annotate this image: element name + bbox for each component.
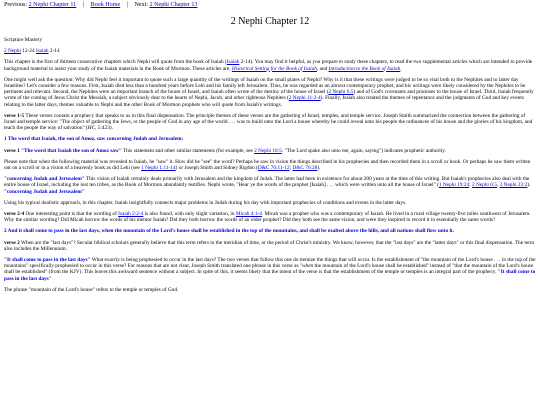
scripture-verse: 1 The word that Isaiah, the son of Amoz, saw concerning Judah and Jerusalem: xyxy=(4,136,184,143)
page-title: 2 Nephi Chapter 12 xyxy=(230,16,310,27)
commentary-paragraph: Please note that when the following material was revealed to Isaiah, he "saw" it. How did he "see" the word? Perhaps he saw in vision the things described in his prophecies and then recorded them in a scroll or book. Or perhaps he saw them written out on a scroll or in a vision of a heavenly book as did Lehi (see 1 Nephi 1:11-14) or Joseph Smith and Sidney Rigdon (D&C 76:11-12; D&C 76:28). xyxy=(4,158,531,172)
commentary-paragraph: Using his typical dualistic approach, in this chapter, Isaiah insightfully connects major problems in Judah during his day with important prophecies of conditions and events in the latter days. xyxy=(4,199,407,206)
commentary-paragraph: verse 2 When are the "last days"? Secular biblical scholars generally believe that this term refers to the meridian of time, or the period of Christ's ministry. We know, however, that the "last days" are the "latter days" or this final dispensation. The term also includes the Millennium. xyxy=(4,239,535,252)
commentary-paragraph: verse 1-5 These verses contain a prophecy that speaks to us in this final dispensation. The principle themes of these verses are the gathering of Israel, temples, and temple service. Joseph Smith summarized the connection between the gathering of Israel and temple service: "The object of gathering the Jews, or the people of God in any age of the world . . . was to build unto the Lord a house whereby he could reveal unto his people the ordinances of his house and the glories of his kingdom, and teach the people the way of salvation" (HC, 5:423). xyxy=(4,112,533,132)
chapter-navigation xyxy=(4,2,536,9)
nav-separator: | xyxy=(82,2,84,8)
scripture-link[interactable]: Isaiah 2:2-4 xyxy=(118,211,144,218)
scripture-link[interactable]: 2 Nephi 18:5 xyxy=(254,147,282,154)
scripture-link[interactable]: 2 Nephi 11:2-4 xyxy=(288,95,321,102)
next-chapter-link[interactable]: 2 Nephi Chapter 13 xyxy=(149,2,198,8)
ref-link-2-nephi[interactable]: 2 Nephi xyxy=(4,48,21,55)
verse-label: verse 2-4 xyxy=(4,211,25,218)
scripture-mastery-heading: Scripture Mastery xyxy=(4,37,43,43)
commentary-paragraph: The phrase "mountain of the Lord's house" refers to the temple or temples of God. xyxy=(4,286,179,293)
next-label: Next: xyxy=(134,2,148,8)
quoted-phrase: "The word that Isaiah the son of Amoz saw" xyxy=(19,147,122,154)
scripture-link[interactable]: Micah 4:1-4 xyxy=(235,211,262,218)
scripture-verse: 2 And it shall come to pass in the last days, when the mountain of the Lord's house shall be established in the top of the mountains, and shall be exalted above the hills, and all nations shall flow unto it. xyxy=(4,228,455,235)
verse-label: verse 1-5 xyxy=(4,112,25,119)
previous-label: Previous: xyxy=(4,2,28,8)
chapter-references xyxy=(4,48,536,54)
commentary-paragraph: verse 2-4 One interesting point is that the wording of Isaiah 2:2-4 is also found, with only slight variation, in Micah 4:1-4. Micah was a prophet who was a contemporary of Isaiah. He lived in a rural village twenty-five miles southwest of Jerusalem. Why the similar wording? Did Micah borrow the words of his mentor Isaiah? Did they both borrow the words of an older prophet? Did they both see the same vision, and were they inspired to record it in essentially the same words? xyxy=(4,211,531,224)
quoted-phrase: "It shall come to pass in the last days" xyxy=(4,269,536,282)
scripture-link[interactable]: 2 Nephi 6:5 xyxy=(471,182,497,189)
intro-paragraph: This chapter is the first of thirteen consecutive chapters which Nephi will quote from the book of Isaiah (Isaiah 2-14). You may find it helpful, as you prepare to study these chapters, to read the two supplemental articles which are intended to provide background material to assist your study of the Isaiah materials in the Book of Mormon. These articles are, Historical Setting for the Book of Isaiah, and Introduction to the Book of Isaiah. xyxy=(4,59,533,72)
scripture-link[interactable]: 1 Nephi 19:24 xyxy=(438,182,470,189)
ref-link-isaiah[interactable]: Isaiah xyxy=(35,48,49,55)
quoted-phrase: "concerning Judah and Jerusalem" xyxy=(4,188,85,195)
scripture-link[interactable]: 3 Nephi 23:2 xyxy=(499,182,528,189)
commentary-paragraph: "It shall come to pass in the last days" What exactly is being prophesied to occur in the last days? The two verses that follow this one do itemize the things that will occur. Is the establishment of "the mountain of the Lord's house . . . in the top of the mountains" specifically prophesied to occur in this verse? For reasons that are not clear, Joseph Smith translated one phrase in this verse as "when the mountain of the Lord's house shall be established" instead of "that the mountain of the Lord's house shall be established" (from the KJV). This leaves this awkward sentence without a subject. In spite of this, it seems likely that the intent of the verse is that the establishment of the temple or temples is an integral part of the prophecy. "It shall come to pass in the last days" xyxy=(4,257,536,282)
scripture-link[interactable]: D&C 76:28 xyxy=(292,165,318,172)
book-home-link[interactable]: Book Home xyxy=(90,2,121,8)
scripture-link[interactable]: 1 Nephi 1:11-14 xyxy=(141,165,176,172)
commentary-paragraph: "concerning Judah and Jerusalem" This vision of Isaiah certainly deals primarily with Jerusalem and the kingdom of Judah. The latter had been in existence for about 200 years at the time of this writing. But Isaiah's prophecies also deal with the entire house of Israel, including the lost ten tribes, as the Book of Mormon abundantly testifies. Nephi wrote, "Hear ye the words of the prophet [Isaiah] . . . which were written unto all the house of Israel" (1 Nephi 19:24; 2 Nephi 6:5, 3 Nephi 23:2). "concerning Judah and Jerusalem" xyxy=(4,176,531,195)
previous-chapter-link[interactable]: 2 Nephi Chapter 11 xyxy=(28,2,77,8)
article-link-historical-setting[interactable]: Historical Setting for the Book of Isaiah xyxy=(231,65,317,72)
nav-separator: | xyxy=(126,2,128,8)
quoted-phrase: "concerning Judah and Jerusalem" xyxy=(4,176,85,183)
scripture-link[interactable]: 2 Nephi 6:5 xyxy=(328,89,354,96)
ref-range: 12-24 xyxy=(22,48,35,55)
scripture-link[interactable]: D&C 76:11-12 xyxy=(257,165,290,172)
commentary-paragraph: One might well ask the question: Why did Nephi feel it important to quote such a large quantity of the writings of Isaiah on the small plates of Nephi? Why is it that these writings were judged to be so vital both to the Nephites and to latter day Israelites? Let's consider a few reasons. First, Isaiah died less than a hundred years before Lehi and his family left Jerusalem. Thus, he was regarded as an almost contemporary prophet, and his writings were likely considered by the Nephites to be pertinent and relevant. Second, the Nephites were an important branch of the house of Israel, and Isaiah often wrote of the destiny of the house of Israel (2 Nephi 6:5) and of God's covenants and promises to the house of Israel. Third, Isaiah frequently wrote of the coming of Jesus Christ the Messiah, a subject obviously dear to the hearts of Nephi, Jacob, and other righteous Nephites (2 Nephi 11:2-4). Finally, Isaiah also treated the themes of repentance and the judgments of God and key events relating to the latter days, themes valuable to Nephi and the other Book of Mormon prophets who will quote from Isaiah's writings. xyxy=(4,76,534,108)
verse-label: verse 1 xyxy=(4,147,20,154)
commentary-paragraph: verse 1 "The word that Isaiah the son of Amoz saw" This statement and other similar statements (for example, see 2 Nephi 18:5: "The Lord spake also unto me, again, saying") indicates prophetic authority. xyxy=(4,147,446,154)
scripture-link[interactable]: Isaiah xyxy=(226,59,240,66)
ref-range: 2-14 xyxy=(49,48,60,55)
verse-label: verse 2 xyxy=(4,239,20,246)
quoted-phrase: "It shall come to pass in the last days" xyxy=(4,257,91,264)
article-link-introduction[interactable]: Introduction to the Book of Isaiah xyxy=(328,65,401,72)
